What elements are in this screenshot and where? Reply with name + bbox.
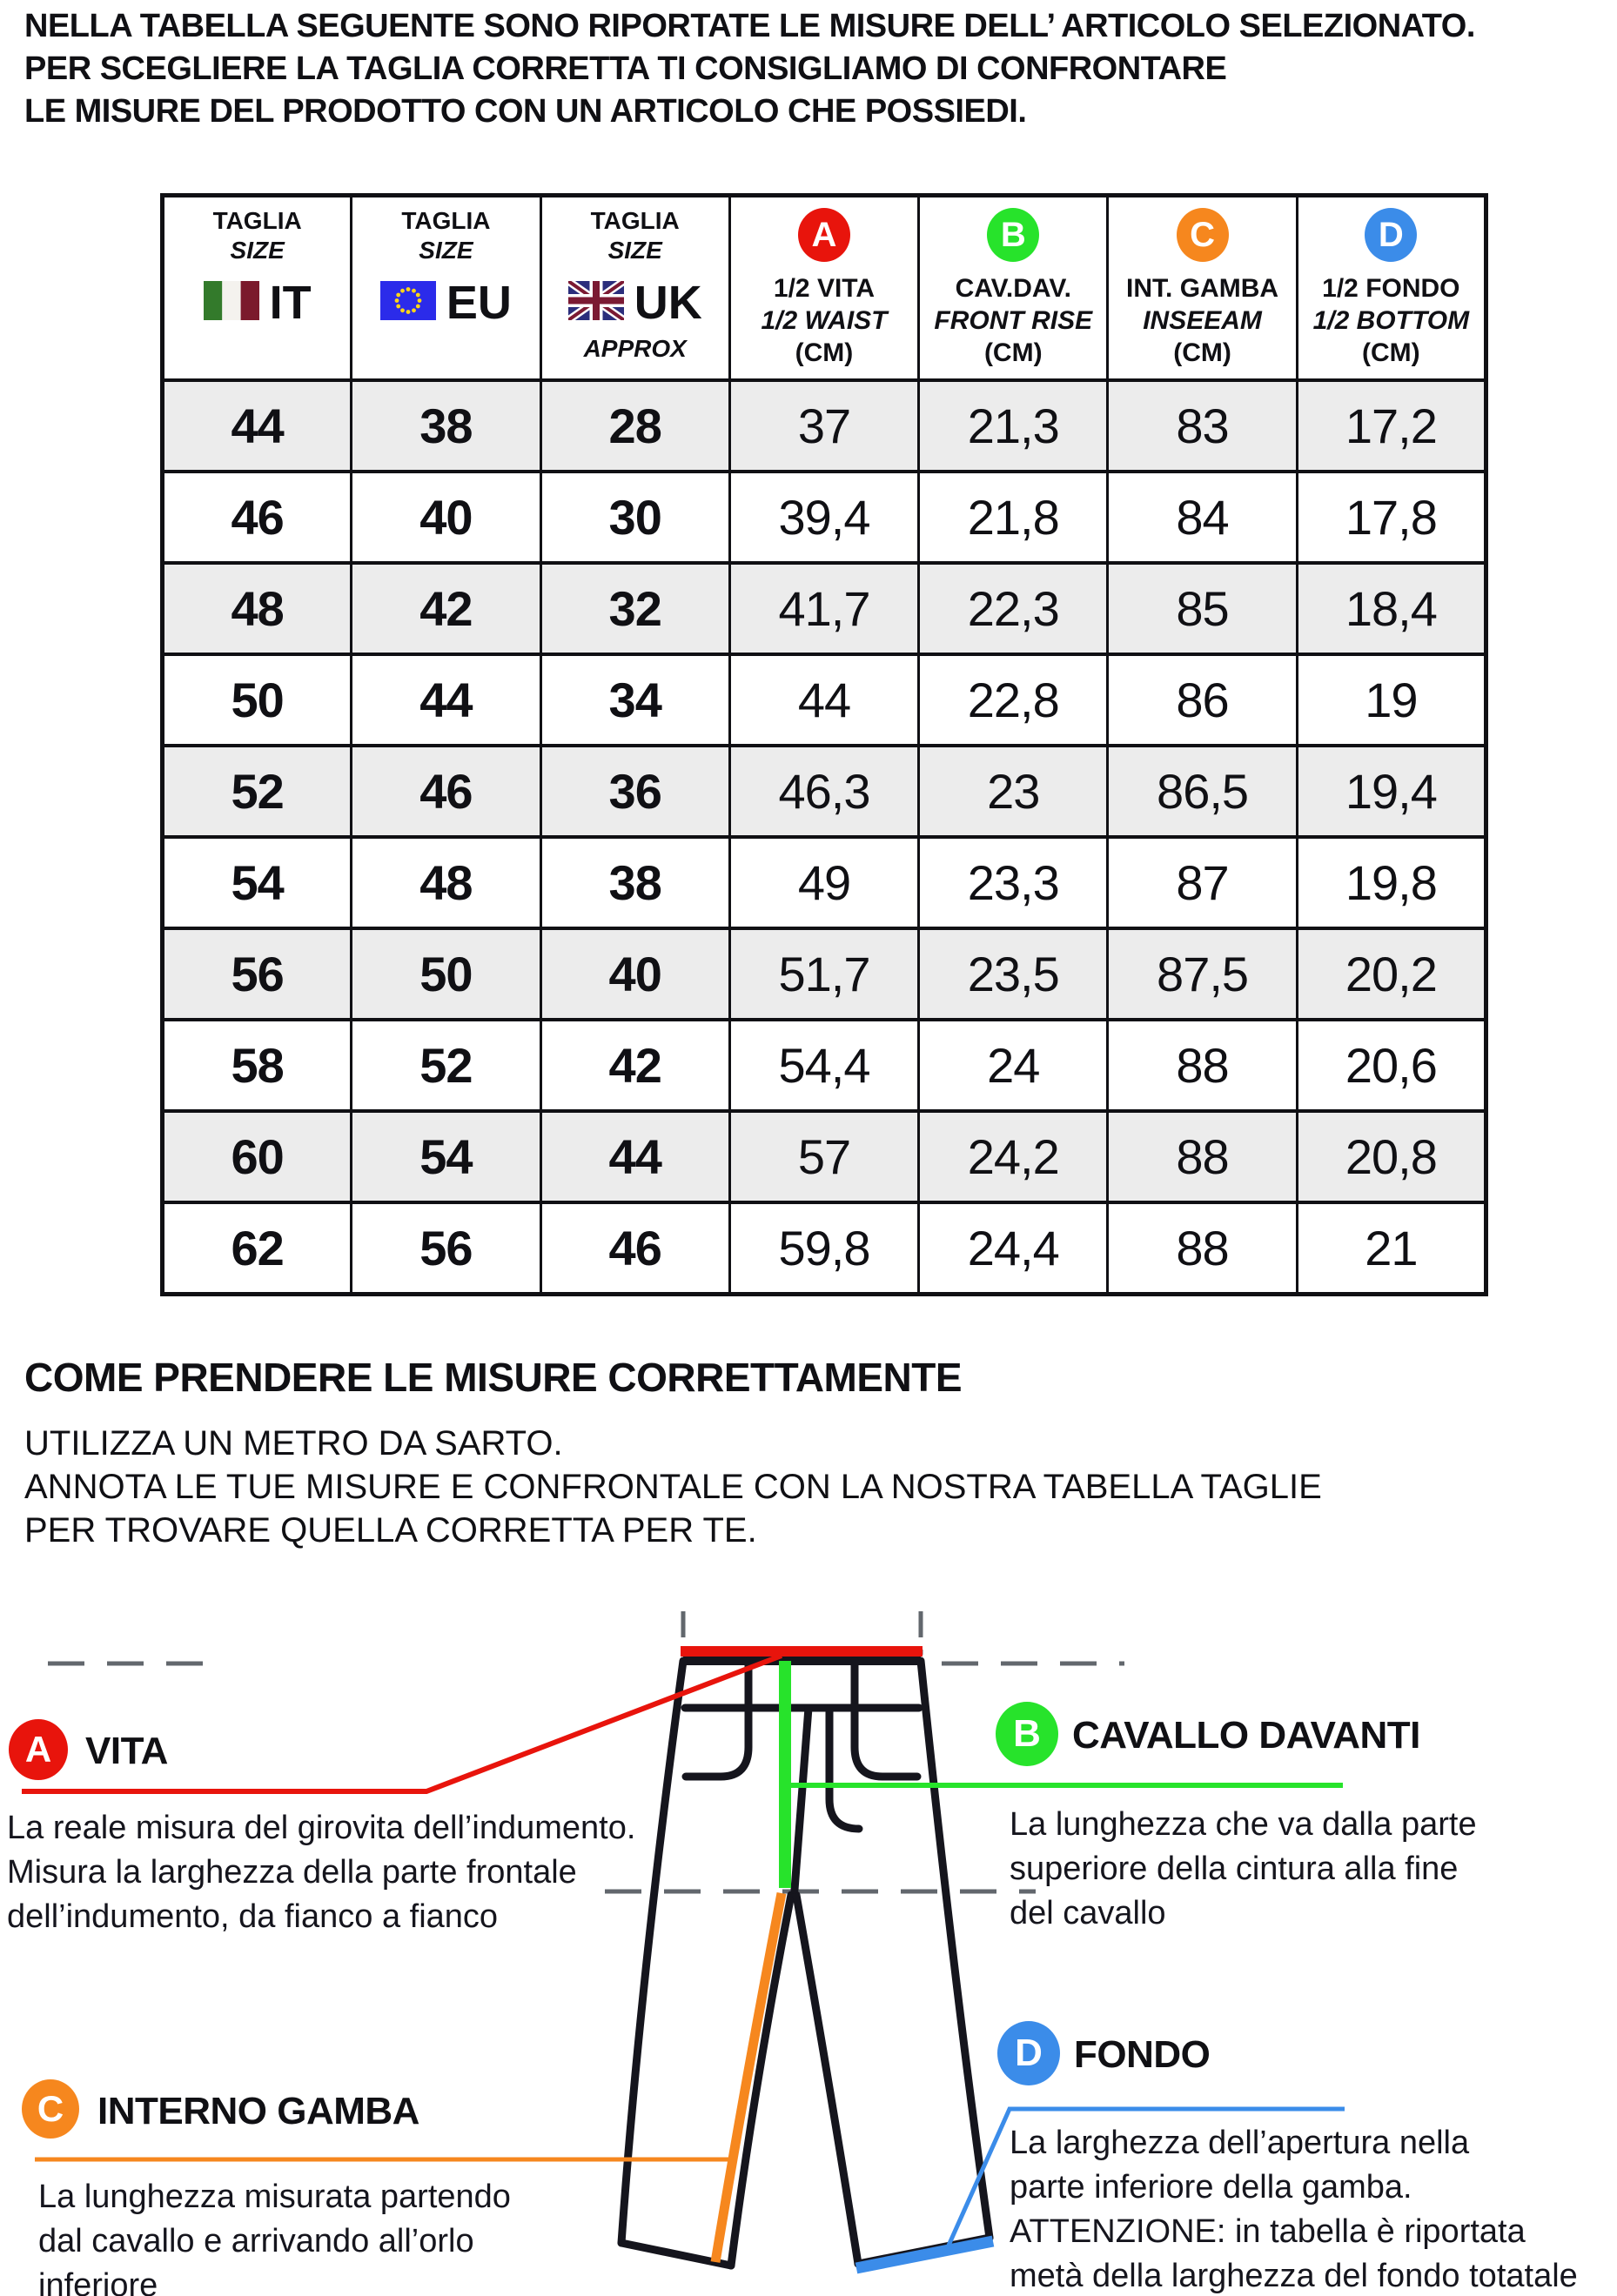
size-cell: 42 xyxy=(352,563,540,654)
size-cell: 38 xyxy=(352,380,540,472)
column-label-en: SIZE xyxy=(230,237,285,264)
size-cell: 52 xyxy=(231,764,284,819)
inseam-measure-bar xyxy=(715,1893,782,2262)
size-cell: 52 xyxy=(352,1020,540,1111)
cavallo-title: CAVALLO DAVANTI xyxy=(1072,1714,1420,1757)
measurement-cell: 54,4 xyxy=(729,1020,918,1111)
intro-text xyxy=(24,5,1608,133)
measurement-cell: 59,8 xyxy=(729,1202,918,1295)
country-code: IT xyxy=(269,277,312,329)
badge-c-icon: C xyxy=(1177,208,1229,262)
measure-section-title: COME PRENDERE LE MISURE CORRETTAMENTE xyxy=(24,1355,963,1400)
measurement-cell: 88 xyxy=(1108,1111,1297,1202)
badge-a-icon: A xyxy=(798,208,850,262)
size-cell: 58 xyxy=(231,1038,284,1093)
size-cell: 50 xyxy=(352,928,540,1020)
unit-label: (CM) xyxy=(1362,338,1420,367)
size-cell: 46 xyxy=(540,1202,729,1295)
country-code: UK xyxy=(634,277,702,329)
size-cell: 48 xyxy=(231,581,284,636)
measurement-cell: 46,3 xyxy=(729,746,918,837)
size-cell: 56 xyxy=(352,1202,540,1295)
vita-line: Misura la larghezza della parte frontale xyxy=(7,1854,577,1891)
size-table-body xyxy=(163,380,1486,1295)
size-cell: 62 xyxy=(231,1221,284,1275)
badge-b-icon: B xyxy=(996,1702,1058,1766)
measurement-cell: 57 xyxy=(729,1111,918,1202)
vita-title: VITA xyxy=(85,1730,168,1772)
measurement-cell: 21,3 xyxy=(919,380,1108,472)
unit-label: (CM) xyxy=(1173,338,1231,367)
country-code: EU xyxy=(446,277,512,329)
measurement-cell: 86,5 xyxy=(1108,746,1297,837)
measurement-cell: 17,8 xyxy=(1297,472,1486,563)
measurement-cell: 88 xyxy=(1108,1020,1297,1111)
column-label-en: SIZE xyxy=(419,237,473,264)
fondo-line: parte inferiore della gamba. xyxy=(1010,2169,1412,2206)
size-cell: 38 xyxy=(540,837,729,928)
column-label-en: 1/2 BOTTOM xyxy=(1312,306,1470,335)
table-row xyxy=(163,928,1486,1020)
size-cell: 48 xyxy=(352,837,540,928)
table-row xyxy=(163,654,1486,746)
interno-text xyxy=(38,2175,511,2296)
unit-label: (CM) xyxy=(983,338,1043,367)
fondo-line: La larghezza dell’apertura nella xyxy=(1010,2125,1470,2161)
measurement-cell: 24,2 xyxy=(919,1111,1108,1202)
table-row xyxy=(163,1020,1486,1111)
badge-c-icon: C xyxy=(22,2079,79,2139)
column-label-en: SIZE xyxy=(607,237,662,264)
measurement-cell: 37 xyxy=(729,380,918,472)
size-cell: 40 xyxy=(540,928,729,1020)
interno-title: INTERNO GAMBA xyxy=(97,2090,419,2132)
interno-line: La lunghezza misurata partendo xyxy=(38,2179,511,2215)
column-label: TAGLIA xyxy=(590,207,680,234)
measurement-cell: 18,4 xyxy=(1297,563,1486,654)
measurement-cell: 20,6 xyxy=(1297,1020,1486,1111)
intro-line: LE MISURE DEL PRODOTTO CON UN ARTICOLO CHE POSSIEDI. xyxy=(24,93,1027,130)
vita-text xyxy=(7,1806,635,1939)
measure-line: ANNOTA LE TUE MISURE E CONFRONTALE CON LA NOSTRA TABELLA TAGLIE xyxy=(24,1468,1322,1506)
vita-line: dell’indumento, da fianco a fianco xyxy=(7,1898,499,1935)
measurement-cell: 85 xyxy=(1108,563,1297,654)
measurement-cell: 21 xyxy=(1297,1202,1486,1295)
size-cell: 42 xyxy=(540,1020,729,1111)
measurement-cell: 23 xyxy=(919,746,1108,837)
fondo-title: FONDO xyxy=(1074,2033,1211,2076)
table-row xyxy=(163,837,1486,928)
measurement-cell: 84 xyxy=(1108,472,1297,563)
cavallo-line: del cavallo xyxy=(1010,1895,1166,1931)
measurement-cell: 22,8 xyxy=(919,654,1108,746)
column-label: 1/2 FONDO xyxy=(1322,274,1460,303)
badge-d-icon: D xyxy=(997,2021,1060,2085)
eu-flag-icon xyxy=(380,281,436,325)
badge-d-icon: D xyxy=(1365,208,1417,262)
italy-flag-icon xyxy=(204,281,259,325)
uk-flag-icon xyxy=(568,281,624,325)
size-cell: 28 xyxy=(540,380,729,472)
column-header-front-rise xyxy=(919,196,1108,381)
measurement-cell: 20,2 xyxy=(1297,928,1486,1020)
measurement-cell: 41,7 xyxy=(729,563,918,654)
vita-line: La reale misura del girovita dell’indumento. xyxy=(7,1810,636,1846)
size-cell: 46 xyxy=(231,490,284,545)
measure-section-text xyxy=(24,1422,1322,1552)
column-header-eu xyxy=(352,196,540,381)
size-cell: 40 xyxy=(352,472,540,563)
column-header-uk xyxy=(540,196,729,381)
size-cell: 60 xyxy=(231,1129,284,1184)
approx-label: APPROX xyxy=(583,335,687,362)
size-cell: 54 xyxy=(231,855,284,910)
size-cell: 56 xyxy=(231,947,284,1001)
measurement-cell: 87 xyxy=(1108,837,1297,928)
size-cell: 36 xyxy=(540,746,729,837)
table-row xyxy=(163,1202,1486,1295)
column-header-it xyxy=(163,196,352,381)
column-label: TAGLIA xyxy=(212,207,302,234)
table-row xyxy=(163,563,1486,654)
unit-label: (CM) xyxy=(795,338,854,367)
measurement-cell: 20,8 xyxy=(1297,1111,1486,1202)
measurement-cell: 22,3 xyxy=(919,563,1108,654)
column-header-inseam xyxy=(1108,196,1297,381)
table-row xyxy=(163,1111,1486,1202)
measure-line: PER TROVARE QUELLA CORRETTA PER TE. xyxy=(24,1511,757,1550)
measurement-cell: 86 xyxy=(1108,654,1297,746)
column-label: CAV.DAV. xyxy=(955,274,1071,303)
column-header-waist xyxy=(729,196,918,381)
table-row xyxy=(163,746,1486,837)
size-cell: 46 xyxy=(352,746,540,837)
measurement-cell: 19,4 xyxy=(1297,746,1486,837)
size-cell: 32 xyxy=(540,563,729,654)
column-label: 1/2 VITA xyxy=(773,274,876,303)
table-row xyxy=(163,472,1486,563)
measurement-cell: 23,3 xyxy=(919,837,1108,928)
cavallo-line: La lunghezza che va dalla parte xyxy=(1010,1806,1477,1843)
cavallo-text xyxy=(1010,1803,1477,1936)
measurement-cell: 17,2 xyxy=(1297,380,1486,472)
size-table xyxy=(160,193,1488,1296)
measure-line: UTILIZZA UN METRO DA SARTO. xyxy=(24,1424,563,1463)
badge-b-icon: B xyxy=(987,208,1039,262)
measurement-cell: 44 xyxy=(729,654,918,746)
intro-line: NELLA TABELLA SEGUENTE SONO RIPORTATE LE MISURE DELL’ ARTICOLO SELEZIONATO. xyxy=(24,8,1475,44)
measurement-cell: 51,7 xyxy=(729,928,918,1020)
column-label-en: 1/2 WAIST xyxy=(761,306,888,335)
table-header-row xyxy=(163,196,1486,381)
size-cell: 30 xyxy=(540,472,729,563)
bottom-measure-bar xyxy=(856,2241,993,2268)
size-cell: 44 xyxy=(231,398,284,453)
measurement-cell: 87,5 xyxy=(1108,928,1297,1020)
size-cell: 44 xyxy=(540,1111,729,1202)
measurement-cell: 19 xyxy=(1297,654,1486,746)
measurement-cell: 23,5 xyxy=(919,928,1108,1020)
column-label-en: INSEEAM xyxy=(1143,306,1262,335)
cavallo-line: superiore della cintura alla fine xyxy=(1010,1851,1459,1887)
column-label: TAGLIA xyxy=(401,207,491,234)
size-cell: 34 xyxy=(540,654,729,746)
measurement-cell: 83 xyxy=(1108,380,1297,472)
measurement-cell: 88 xyxy=(1108,1202,1297,1295)
measurement-cell: 39,4 xyxy=(729,472,918,563)
fondo-line: metà della larghezza del fondo totatale xyxy=(1010,2258,1578,2294)
badge-a-icon: A xyxy=(9,1719,68,1780)
size-cell: 44 xyxy=(352,654,540,746)
table-row xyxy=(163,380,1486,472)
size-cell: 50 xyxy=(231,673,284,727)
measurement-cell: 24 xyxy=(919,1020,1108,1111)
interno-line: dal cavallo e arrivando all’orlo xyxy=(38,2223,474,2259)
intro-line: PER SCEGLIERE LA TAGLIA CORRETTA TI CONSIGLIAMO DI CONFRONTARE xyxy=(24,50,1227,87)
measurement-cell: 49 xyxy=(729,837,918,928)
measurement-cell: 24,4 xyxy=(919,1202,1108,1295)
column-label-en: FRONT RISE xyxy=(934,306,1093,335)
interno-line: inferiore xyxy=(38,2267,158,2296)
column-header-bottom xyxy=(1297,196,1486,381)
measurement-cell: 19,8 xyxy=(1297,837,1486,928)
size-cell: 54 xyxy=(352,1111,540,1202)
fondo-line: ATTENZIONE: in tabella è riportata xyxy=(1010,2213,1526,2250)
measurement-cell: 21,8 xyxy=(919,472,1108,563)
trousers-outline xyxy=(621,1661,990,2266)
fondo-text xyxy=(1010,2121,1578,2296)
column-label: INT. GAMBA xyxy=(1126,274,1279,303)
